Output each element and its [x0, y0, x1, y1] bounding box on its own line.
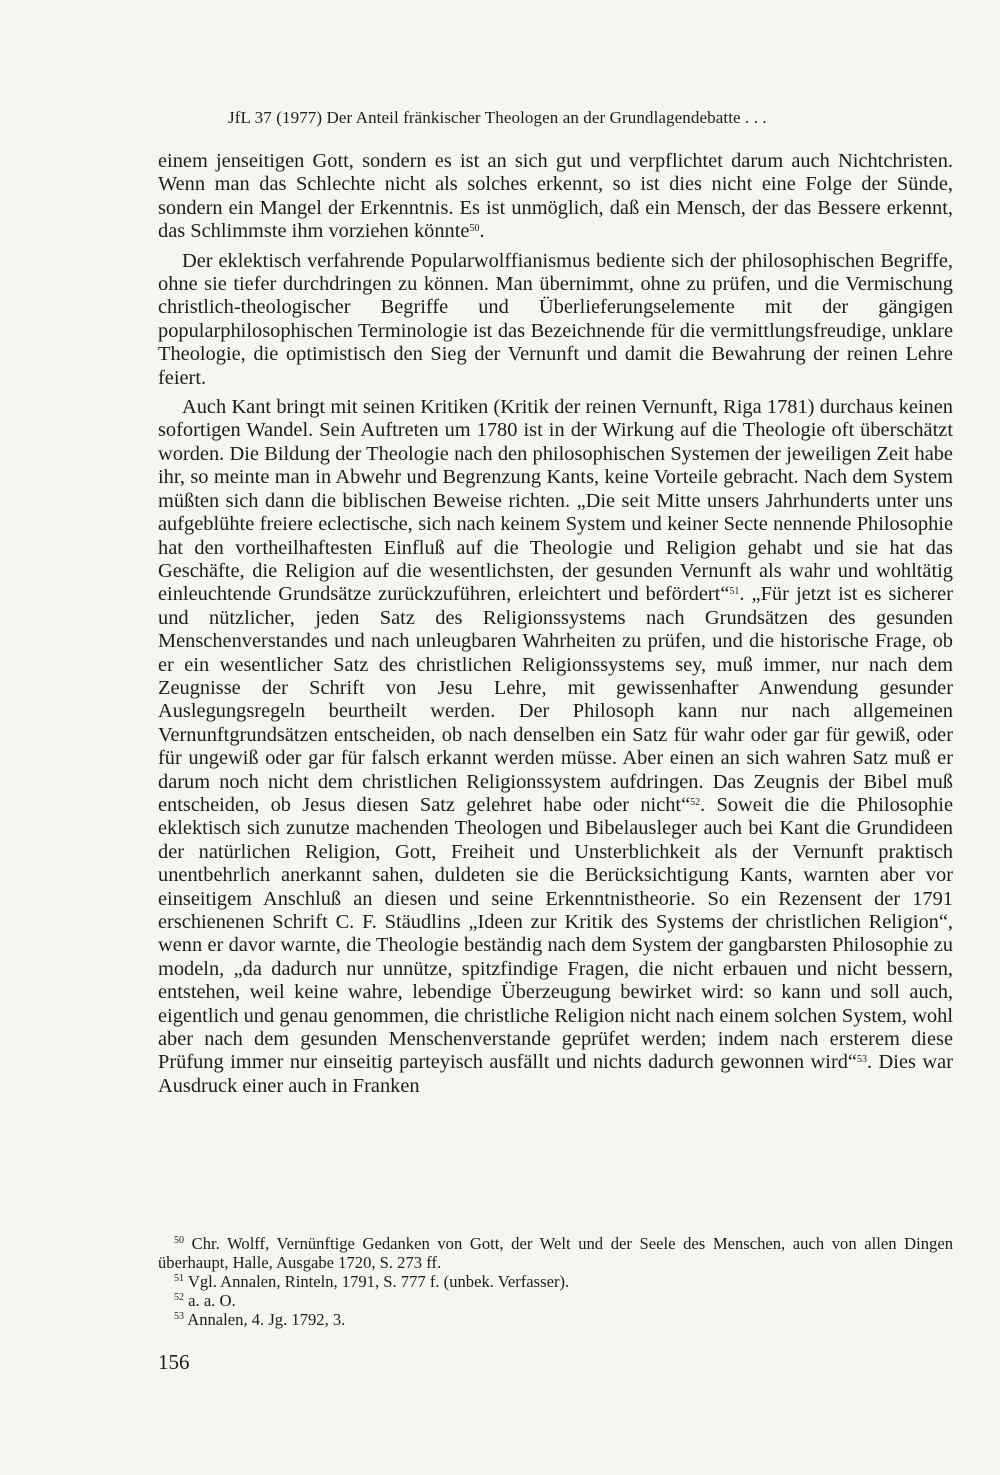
footnote-text: a. a. O. [188, 1291, 236, 1310]
paragraph-text: . Dies war Ausdruck einer auch in Franken [158, 1051, 953, 1097]
paragraph-text: einem jenseitigen Gott, sondern es ist an sich gut und verpflichtet darum auch Nichtchristen. Wenn man das Schlechte nicht als solches erkennt, so ist dies nicht eine Folge der Sünde, sondern ein Mangel der Erkenntnis. Es ist unmöglich, daß ein Mensch, der das Bessere erkennt, das Schlimmste ihm vorziehen könnte [158, 150, 953, 243]
footnote-reference-53: 53 [856, 1054, 867, 1066]
footnote-number: 50 [174, 1235, 184, 1246]
footnote-text: Vgl. Annalen, Rinteln, 1791, S. 777 f. (unbek. Verfasser). [187, 1272, 570, 1291]
paragraph-2 [158, 250, 953, 390]
footnote-text: Annalen, 4. Jg. 1792, 3. [187, 1310, 346, 1329]
footnote-number: 52 [174, 1292, 184, 1303]
footnote-reference-50: 50 [469, 223, 480, 235]
footnotes [158, 1234, 953, 1329]
footnote-51 [158, 1272, 953, 1291]
footnote-text: Chr. Wolff, Vernünftige Gedanken von Gott, der Welt und der Seele des Menschen, auch von allen Dingen überhaupt, Halle, Ausgabe 1720, S. 273 ff. [158, 1234, 953, 1272]
footnote-reference-52: 52 [690, 796, 701, 808]
paragraph-1 [158, 150, 953, 244]
paragraph-text: Auch Kant bringt mit seinen Kritiken (Kritik der reinen Vernunft, Riga 1781) durchaus keinen sofortigen Wandel. Sein Auftreten um 1780 ist in der Wirkung auf die Theologie oft überschätzt worden. Die Bildung der Theologie nach den philosophischen Systemen der jeweiligen Zeit habe ihr, so meinte man in Abwehr und Begrenzung Kants, keine Vorteile gebracht. Nach dem System müßten sich dann die biblischen Beweise richten. „Die seit Mitte unsers Jahrhunderts unter uns aufgeblühte freiere eclectische, sich nach keinem System und keiner Secte nennende Philosophie hat den vortheilhaftesten Einfluß auf die Theologie und Religion gehabt und sie hat das Geschäfte, die Religion auf die wesentlichsten, der gesunden Vernunft als wahr und wohltätig einleuchtende Grundsätze zurückzuführen, erleichtert und befördert“ [158, 396, 953, 606]
paragraph-text: . Soweit die die Philosophie eklektisch sich zunutze machenden Theologen und Bibelausleger auch bei Kant die Grundideen der natürlichen Religion, Gott, Freiheit und Unsterblichkeit als der Vernunft praktisch unentbehrlich anerkannt sahen, duldeten sie die Berücksichtigung Kants, warnten aber vor einseitigem Anschluß an diesen und seine Erkenntnistheorie. So ein Rezensent der 1791 erschienenen Schrift C. F. Stäudlins „Ideen zur Kritik des Systems der christlichen Religion“, wenn er davor warnte, die Theologie beständig nach dem System der gangbarsten Philosophie zu modeln, „da dadurch nur unnütze, spitzfindige Fragen, die nicht erbauen und nicht bessern, entstehen, weil keine wahre, lebendige Überzeugung bewirket wird: so kann und soll auch, eigentlich und genau genommen, die christliche Religion nicht nach einem solchen System, wohl aber nach dem gesunden Menschenverstande geprüfet werden; indem nach ersterem diese Prüfung immer nur einseitig parteyisch ausfällt und nichts dadurch gewonnen wird“ [158, 793, 953, 1074]
running-head: JfL 37 (1977) Der Anteil fränkischer Theologen an der Grundlagendebatte . . . [228, 108, 767, 127]
paragraph-3 [158, 396, 953, 1098]
paragraph-text: . „Für jetzt ist es sicherer und nützlicher, jeden Satz des Religionssystems nach Grundsätzen des gesunden Menschenverstandes und nach unleugbaren Wahrheiten zu prüfen, und die historische Frage, ob er ein wesentlicher Satz des christlichen Religionssystems sey, muß immer, nur nach dem Zeugnisse der Schrift von Jesu Lehre, mit gewissenhafter Anwendung gesunder Auslegungsregeln beurtheilt werden. Der Philosoph kann nur nach allgemeinen Vernunftgrundsätzen entscheiden, ob nach denselben ein Satz für wahr oder gar für gewiß, oder für ungewiß oder gar für falsch erkannt werden müsse. Aber einen an sich wahren Satz muß er darum noch nicht dem christlichen Religionssystem aufdringen. Das Zeugnis der Bibel muß entscheiden, ob Jesus diesen Satz gelehret habe oder nicht“ [158, 583, 953, 816]
body-text [158, 150, 953, 1104]
page-number: 156 [158, 1350, 190, 1374]
paragraph-text: Der eklektisch verfahrende Popularwolffianismus bediente sich der philosophischen Begriffe, ohne sie tiefer durchdringen zu können. Man übernimmt, ohne zu prüfen, und die Vermischung christlich-theologischer Begriffe und Überlieferungselemente mit der gängigen popularphilosophischen Terminologie ist das Bezeichnende für die vermittlungsfreudige, unklare Theologie, die optimistisch den Sieg der Vernunft und damit die Bewahrung der reinen Lehre feiert. [158, 249, 953, 389]
footnote-number: 53 [174, 1311, 184, 1322]
footnote-52 [158, 1291, 953, 1310]
footnote-reference-51: 51 [729, 586, 740, 598]
footnote-53 [158, 1310, 953, 1329]
footnote-50 [158, 1234, 953, 1272]
footnote-number: 51 [174, 1273, 184, 1284]
paragraph-text: . [479, 220, 485, 243]
